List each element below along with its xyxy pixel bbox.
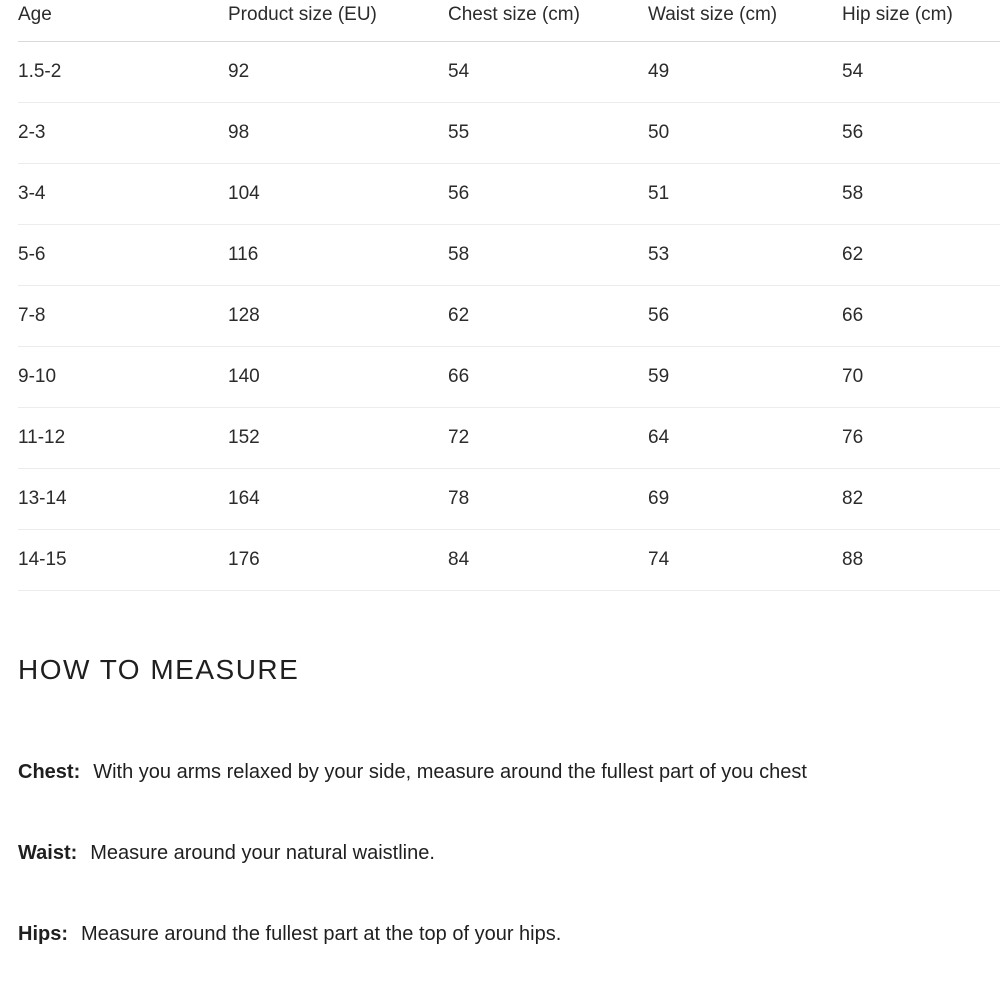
table-cell: 56 [448, 163, 648, 224]
table-cell: 104 [228, 163, 448, 224]
table-cell: 116 [228, 224, 448, 285]
column-header-chest-size: Chest size (cm) [448, 2, 648, 41]
table-cell: 78 [448, 468, 648, 529]
table-cell: 128 [228, 285, 448, 346]
table-cell: 69 [648, 468, 842, 529]
table-cell: 76 [842, 407, 1000, 468]
table-cell: 54 [448, 41, 648, 102]
table-cell: 176 [228, 529, 448, 590]
table-cell: 66 [842, 285, 1000, 346]
table-cell: 49 [648, 41, 842, 102]
table-row [18, 102, 1000, 163]
table-cell: 72 [448, 407, 648, 468]
table-row [18, 224, 1000, 285]
column-header-waist-size: Waist size (cm) [648, 2, 842, 41]
table-cell: 54 [842, 41, 1000, 102]
table-cell: 11-12 [18, 407, 228, 468]
table-cell: 9-10 [18, 346, 228, 407]
table-cell: 88 [842, 529, 1000, 590]
table-cell: 164 [228, 468, 448, 529]
hips-label: Hips: [18, 922, 68, 945]
table-cell: 56 [842, 102, 1000, 163]
table-cell: 152 [228, 407, 448, 468]
table-cell: 2-3 [18, 102, 228, 163]
chest-instruction: With you arms relaxed by your side, measure around the fullest part of you chest [93, 760, 807, 783]
table-row [18, 285, 1000, 346]
table-cell: 58 [448, 224, 648, 285]
table-cell: 74 [648, 529, 842, 590]
table-cell: 84 [448, 529, 648, 590]
column-header-hip-size: Hip size (cm) [842, 2, 1000, 41]
table-cell: 59 [648, 346, 842, 407]
table-cell: 98 [228, 102, 448, 163]
table-cell: 82 [842, 468, 1000, 529]
table-row [18, 529, 1000, 590]
table-cell: 14-15 [18, 529, 228, 590]
waist-label: Waist: [18, 841, 78, 864]
table-cell: 53 [648, 224, 842, 285]
how-to-measure-heading: HOW TO MEASURE [18, 653, 300, 685]
table-cell: 3-4 [18, 163, 228, 224]
table-cell: 64 [648, 407, 842, 468]
header-row [18, 2, 1000, 41]
table-cell: 1.5-2 [18, 41, 228, 102]
table-cell: 50 [648, 102, 842, 163]
hips-instruction: Measure around the fullest part at the top of your hips. [81, 922, 562, 945]
waist-instruction: Measure around your natural waistline. [90, 841, 435, 864]
table-row [18, 163, 1000, 224]
table-cell: 62 [842, 224, 1000, 285]
size-table-header [18, 2, 1000, 41]
table-cell: 140 [228, 346, 448, 407]
measure-line-waist [18, 840, 1000, 866]
table-row [18, 468, 1000, 529]
table-cell: 55 [448, 102, 648, 163]
table-cell: 62 [448, 285, 648, 346]
table-row [18, 346, 1000, 407]
column-header-age: Age [18, 2, 228, 41]
table-cell: 51 [648, 163, 842, 224]
table-cell: 7-8 [18, 285, 228, 346]
size-table-body [18, 41, 1000, 590]
table-cell: 92 [228, 41, 448, 102]
chest-label: Chest: [18, 760, 81, 783]
measure-line-chest [18, 759, 1000, 785]
table-cell: 66 [448, 346, 648, 407]
size-table [18, 2, 1000, 591]
table-cell: 5-6 [18, 224, 228, 285]
table-cell: 58 [842, 163, 1000, 224]
table-row [18, 407, 1000, 468]
table-cell: 13-14 [18, 468, 228, 529]
table-row [18, 41, 1000, 102]
column-header-product-size: Product size (EU) [228, 2, 448, 41]
measure-line-hips [18, 921, 1000, 947]
table-cell: 56 [648, 285, 842, 346]
table-cell: 70 [842, 346, 1000, 407]
